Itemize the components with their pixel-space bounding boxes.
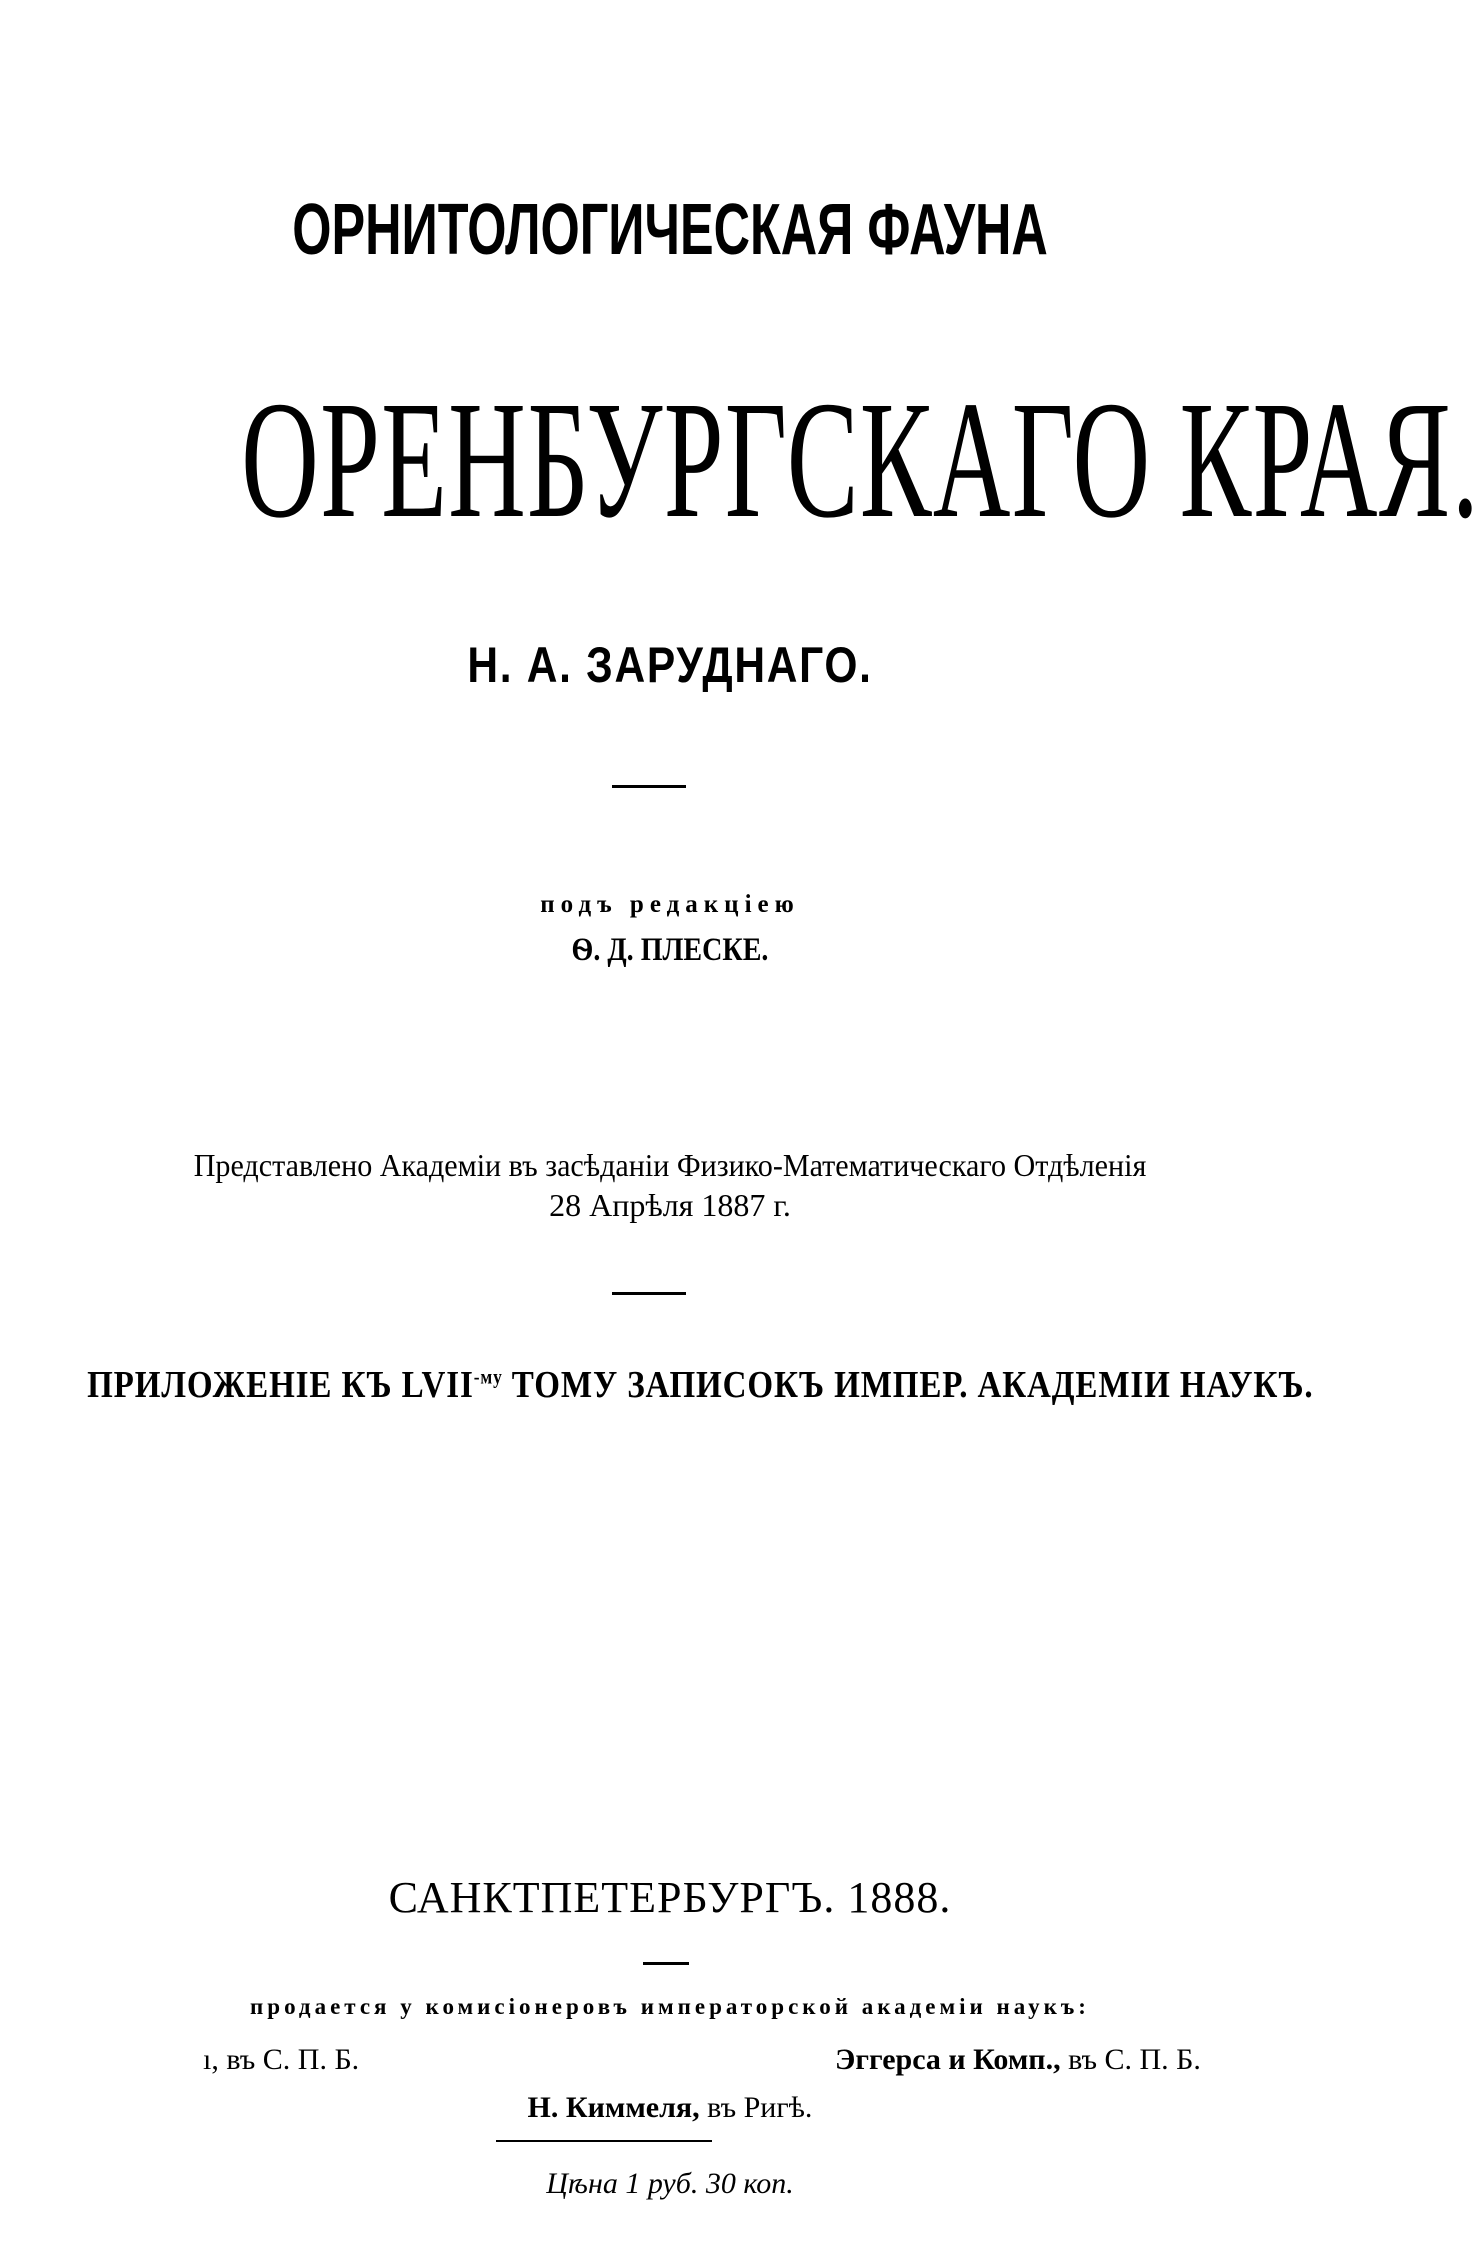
seller-right [835,2040,1201,2080]
appendix-text-end: ТОМУ ЗАПИСОКЪ ИМПЕР. АКАДЕМІИ НАУКЪ. [502,1364,1314,1406]
title-line-2: ОРЕНБУРГСКАГО КРАЯ. [241,367,1480,553]
appendix-note [87,1360,1314,1410]
title-line-1: ОРНИТОЛОГИЧЕСКАЯ ФАУНА [292,190,1048,270]
seller-right-name: Эггерса и Комп., [835,2043,1061,2076]
editor-name: Ѳ. Д. ПЛЕСКЕ. [571,932,769,968]
city-year: САНКТПЕТЕРБУРГЪ. 1888. [388,1873,952,1922]
seller-center [0,2088,1340,2128]
edited-by-label: подъ редакціею [540,891,800,918]
divider-rule-3 [643,1962,689,1965]
seller-center-place: въ Ригѣ. [699,2091,813,2124]
seller-left [203,2040,359,2080]
appendix-text-start: ПРИЛОЖЕНІЕ КЪ LVII [87,1364,474,1406]
divider-rule-1 [612,785,686,788]
seller-center-name: Н. Киммеля, [527,2091,700,2124]
presented-line-1: Представлено Академіи въ засѣданіи Физико-Математическаго Отдѣленія [193,1147,1147,1183]
presented-line-2: 28 Апрѣля 1887 г. [549,1187,791,1223]
sold-at-label: продается у комисіонеровъ императорской академіи наукъ: [250,1994,1090,2019]
author-name: Н. А. ЗАРУДНАГО. [467,637,873,693]
seller-right-place: въ С. П. Б. [1060,2043,1201,2076]
divider-rule-4 [496,2140,712,2142]
seller-left-place: ı, въ С. П. Б. [203,2043,360,2076]
price-label: Цѣна 1 руб. 30 коп. [546,2167,794,2200]
divider-rule-2 [612,1292,686,1295]
appendix-superscript: -му [473,1366,503,1389]
